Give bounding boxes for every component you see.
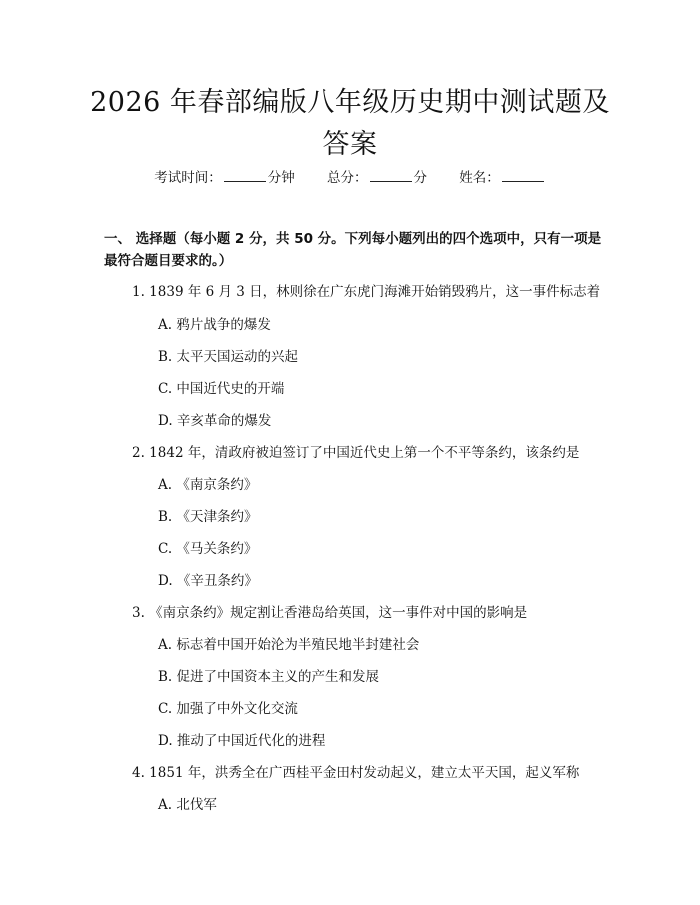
question-2-option-b: B. 《天津条约》 <box>158 509 258 525</box>
question-3-option-c: C. 加强了中外文化交流 <box>158 701 298 717</box>
student-name-label: 姓名： <box>459 170 500 186</box>
question-1-option-c: C. 中国近代史的开端 <box>158 381 285 397</box>
question-3-option-b: B. 促进了中国资本主义的产生和发展 <box>158 669 380 685</box>
total-score-field <box>327 168 427 188</box>
student-name-field <box>459 168 546 188</box>
exam-time-unit: 分钟 <box>267 170 295 186</box>
section-heading-multiple-choice: 一、 选择题（每小题 2 分，共 50 分。下列每小题列出的四个选项中，只有一项是最符合题目要求的。） <box>104 231 602 269</box>
exam-time-label: 考试时间： <box>154 170 222 186</box>
question-2-option-a: A. 《南京条约》 <box>158 477 258 493</box>
question-4-stem: 4. 1851 年，洪秀全在广西桂平金田村发动起义，建立太平天国，起义军称 <box>132 765 580 781</box>
question-1-option-d: D. 辛亥革命的爆发 <box>158 413 272 429</box>
question-1-option-b: B. 太平天国运动的兴起 <box>158 349 299 365</box>
exam-time-blank[interactable] <box>224 168 266 182</box>
question-3-option-a: A. 标志着中国开始沦为半殖民地半封建社会 <box>158 637 420 653</box>
question-2-stem: 2. 1842 年，清政府被迫签订了中国近代史上第一个不平等条约，该条约是 <box>132 445 580 461</box>
exam-info-line <box>0 168 700 188</box>
total-score-unit: 分 <box>413 170 427 186</box>
question-1-option-a: A. 鸦片战争的爆发 <box>158 317 271 333</box>
total-score-label: 总分： <box>327 170 368 186</box>
question-4-option-a: A. 北伐军 <box>158 797 217 813</box>
student-name-blank[interactable] <box>502 168 544 182</box>
page-title: 2026 年春部编版八年级历史期中测试题及答案 <box>90 87 610 160</box>
question-3-stem: 3. 《南京条约》规定割让香港岛给英国，这一事件对中国的影响是 <box>132 605 528 621</box>
question-1-stem: 1. 1839 年 6 月 3 日，林则徐在广东虎门海滩开始销毁鸦片，这一事件标志着 <box>132 284 601 300</box>
exam-time-field <box>154 168 295 188</box>
question-2-option-d: D. 《辛丑条约》 <box>158 573 258 589</box>
question-3-option-d: D. 推动了中国近代化的进程 <box>158 733 326 749</box>
question-2-option-c: C. 《马关条约》 <box>158 541 258 557</box>
total-score-blank[interactable] <box>370 168 412 182</box>
